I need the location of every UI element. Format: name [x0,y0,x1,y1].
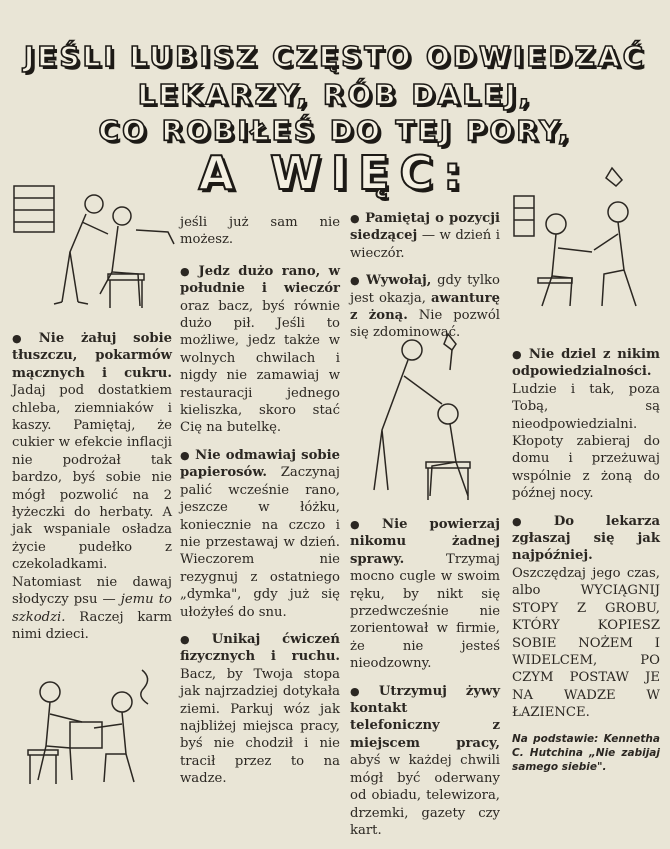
col3-p4-body: abyś w każdej chwili mógł być oderwany od obiadu, telewizora, drzemki, gazety czy kart. [350,753,500,838]
source-note: Na podstawie: Kennetha C. Hutchina „Nie zabijaj samego siebie". [512,732,660,773]
col3-p2-lead2: awanturę z żoną. [350,290,500,324]
headline-line-3: CO ROBIŁEŚ DO TEJ PORY, [98,114,572,147]
doctor-examining-illustration [352,330,502,510]
headline-line-4: A WIĘC: [198,146,472,200]
column-2 [180,214,340,798]
col1-body: Jadaj pod dostatkiem chleba, ziemniaków i kaszy. Pamiętaj, że cukier w efekcie inflacji nie podrożał tak bardzo, byś sobie nie mógł pozwolić na 2 łyżeczki do herbaty. A jak wspaniale osładza życie pudełko z czekoladkami. Natomiast nie dawaj słodyczy psu — [12,383,172,608]
headline-line-2: LEKARZY, RÓB DALEJ, [137,78,533,111]
column-4 [512,346,660,784]
headline-line-1: JEŚLI LUBISZ CZĘSTO ODWIEDZAĆ [23,40,647,73]
col3-p2-body: Nie pozwól się zdominować. [350,308,501,341]
column-3-lower [350,516,500,849]
doctor-patient-illustration [8,182,180,322]
col2-p3-body: Bacz, by Twoja stopa jak najrzadziej dotykała ziemi. Parkuj wóz jak najbliżej miejsca pracy, byś nie chodził i nie tracił przez to na wadze. [180,666,340,787]
col1-italic: jemu to szkodzi. [12,592,172,625]
col2-p2-lead: ● Nie odmawiaj sobie papierosów. [180,448,340,480]
patients-waiting-illustration [508,160,658,320]
col2-intro: jeśli już sam nie możesz. [180,215,340,248]
col4-p1-lead: ● Nie dziel z nikim odpowiedzialności. [512,347,660,379]
col4-p2-lead: ● Do lekarza zgłaszaj się jak najpóźniej. [512,514,660,564]
col2-p3-lead: ● Unikaj ćwiczeń fizycznych i ruchu. [180,632,340,664]
col1-lead: ● Nie żałuj sobie tłuszczu, pokarmów mącznych i cukru. [12,331,172,381]
col3-p1-lead: ● Pamiętaj o pozycji siedzącej [350,211,500,243]
col4-p1-body: Ludzie i tak, poza Tobą, są nieodpowiedzialni. Kłopoty zabieraj do domu i przeżuwaj wspólnie z żoną do późnej nocy. [512,381,660,502]
col3-p3-body: Trzymaj mocno cugle w swoim ręku, by nikt się przedwcześnie nie zorientował w firmie, że nie jesteś nieodzowny. [350,551,500,672]
doctor-seated-illustration [10,662,170,792]
col3-p1-body: — w dzień i wieczór. [350,228,500,261]
col3-p2-lead: ● Wywołaj, [350,273,431,288]
col1-end: Raczej karm nimi dzieci. [12,609,172,642]
column-1 [12,330,172,653]
col3-p2-mid: gdy tylko jest okazja, [350,273,500,306]
col3-p4-lead: ● Utrzymuj żywy kontakt telefoniczny z miejscem pracy, [350,684,500,751]
col3-p3-lead: ● Nie powierzaj nikomu żadnej sprawy. [350,517,500,567]
col4-p2-body: Oszczędzaj jego czas, albo WYCIĄGNIJ STOPY Z GROBU, KTÓRY KOPIESZ SOBIE NOŻEM I WIDELCEM, PO CZYM POSTAW JE NA WADZE W ŁAZIENCE. [512,565,660,721]
col2-p1-lead: ● Jedz dużo rano, w południe i wieczór [180,264,340,296]
col2-p2-body: Zaczynaj palić wcześnie rano, jeszcze w łóżku, koniecznie na czczo i nie przestawaj w dzień. Wieczorem nie rezygnuj z ostatniego „dymka", gdy już się ułożyłeś do snu. [180,465,340,620]
col2-p1-body: oraz bacz, byś równie dużo pił. Jeśli to możliwe, jedz także w wolnych chwilach i nigdy nie zamawiaj w restauracji jednego kieliszka, skoro stać Cię na butelkę. [180,298,340,436]
